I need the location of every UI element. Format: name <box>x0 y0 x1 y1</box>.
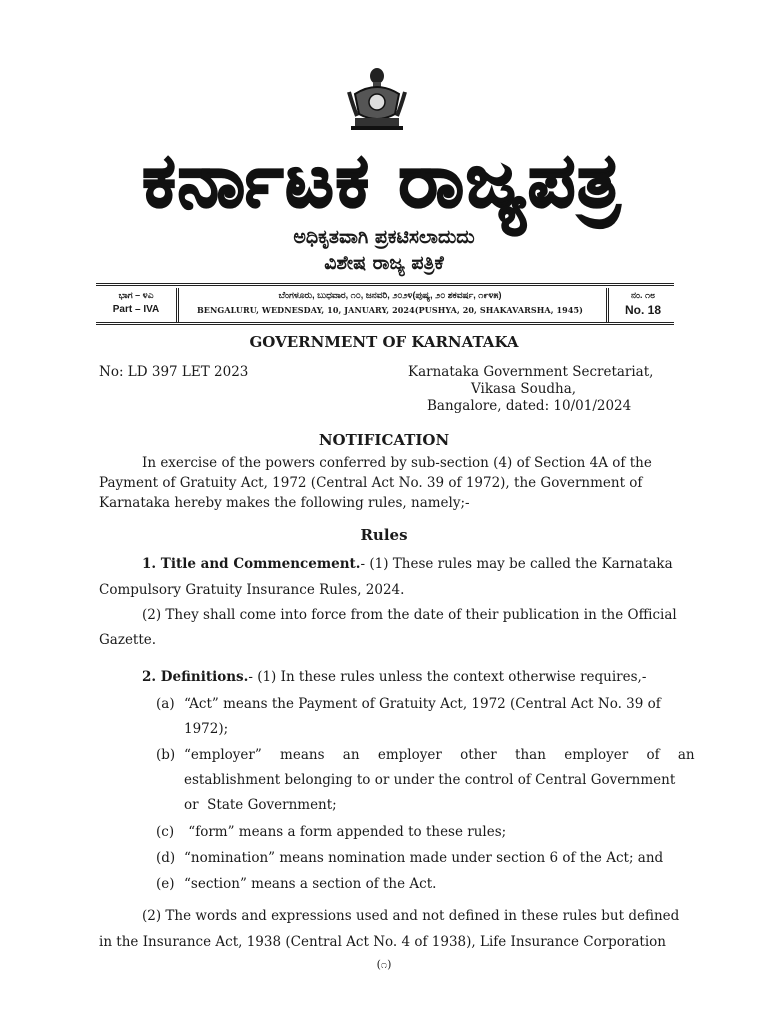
rule-1-heading: 1. Title and Commencement. <box>142 556 361 572</box>
date-cell <box>178 288 602 322</box>
rule-2-heading: 2. Definitions. <box>142 669 249 685</box>
definition-label-c: (c) <box>156 824 175 840</box>
definition-a-line-1: “Act” means the Payment of Gratuity Act, 1972 (Central Act No. 39 of <box>184 696 661 712</box>
part-kannada: ಭಾಗ – ೪ಎ <box>118 290 154 300</box>
reference-number: No: LD 397 LET 2023 <box>99 364 249 380</box>
masthead-subtitle-1: ಅಧಿಕೃತವಾಗಿ ಪ್ರಕಟಿಸಲಾದುದು <box>293 226 475 248</box>
definition-a-line-2: 1972); <box>184 721 229 737</box>
rule-1-para-2-line-2: Gazette. <box>99 632 157 648</box>
state-emblem-icon <box>345 66 409 132</box>
issue-number-english: No. 18 <box>624 303 661 317</box>
definition-b-line-1: “employer” means an employer other than employer of an <box>184 747 695 763</box>
notification-line-1: In exercise of the powers conferred by sub-section (4) of Section 4A of the <box>142 455 652 471</box>
gazette-info-bar <box>96 283 674 325</box>
rule-2-line-1 <box>142 667 646 687</box>
rule-1-para-2-line-1: (2) They shall come into force from the date of their publication in the Official <box>142 607 677 623</box>
address-date-line: Bangalore, dated: 10/01/2024 <box>427 398 632 414</box>
rule-1-line-1 <box>142 554 673 574</box>
rule-2-text: - (1) In these rules unless the context otherwise requires,- <box>248 669 647 685</box>
page-number: (೧) <box>376 958 392 971</box>
rule-2-para-2-line-2: in the Insurance Act, 1938 (Central Act No. 4 of 1938), Life Insurance Corporation <box>99 934 666 950</box>
rule-1-line-2: Compulsory Gratuity Insurance Rules, 2024. <box>99 582 405 598</box>
masthead-title: ಕರ್ನಾಟಕ ರಾಜ್ಯಪತ್ರ <box>142 138 622 224</box>
definition-label-d: (d) <box>156 850 176 866</box>
definition-label-e: (e) <box>156 876 175 892</box>
government-heading: GOVERNMENT OF KARNATAKA <box>249 333 519 351</box>
rules-heading: Rules <box>360 526 408 544</box>
notification-line-2: Payment of Gratuity Act, 1972 (Central Act No. 39 of 1972), the Government of <box>99 475 643 491</box>
definition-b-line-2: establishment belonging to or under the control of Central Government <box>184 772 676 788</box>
definition-label-b: (b) <box>156 747 176 763</box>
date-kannada: ಬೆಂಗಳೂರು, ಬುಧವಾರ, ೧೦, ಜನವರಿ, ೨೦೨೪(ಪುಷ್ಯ, ೨೦ ಶಕವರ್ಷ, ೧೯೪೫) <box>278 290 502 300</box>
issue-number-kannada: ನಂ. ೧೮ <box>630 290 656 300</box>
address-line-1: Karnataka Government Secretariat, <box>408 364 654 380</box>
notification-line-3: Karnataka hereby makes the following rules, namely;- <box>99 495 470 511</box>
rule-2-para-2-line-1: (2) The words and expressions used and not defined in these rules but defined <box>142 908 680 924</box>
masthead-subtitle-2: ವಿಶೇಷ ರಾಜ್ಯ ಪತ್ರಿಕೆ <box>324 252 444 274</box>
definition-b-line-3: or State Government; <box>184 797 337 813</box>
issue-number-cell <box>606 288 677 322</box>
date-english: BENGALURU, WEDNESDAY, 10, JANUARY, 2024(PUSHYA, 20, SHAKAVARSHA, 1945) <box>196 305 584 315</box>
definition-c-line-1: “form” means a form appended to these rules; <box>184 824 507 840</box>
address-line-2: Vikasa Soudha, <box>471 381 577 397</box>
part-english: Part – IVA <box>112 304 160 315</box>
definition-e-line-1: “section” means a section of the Act. <box>184 876 437 892</box>
rule-1-text: - (1) These rules may be called the Karnataka <box>360 556 673 572</box>
definition-d-line-1: “nomination” means nomination made under section 6 of the Act; and <box>184 850 664 866</box>
notification-heading: NOTIFICATION <box>318 431 450 449</box>
part-cell <box>96 288 179 322</box>
definition-label-a: (a) <box>156 696 175 712</box>
